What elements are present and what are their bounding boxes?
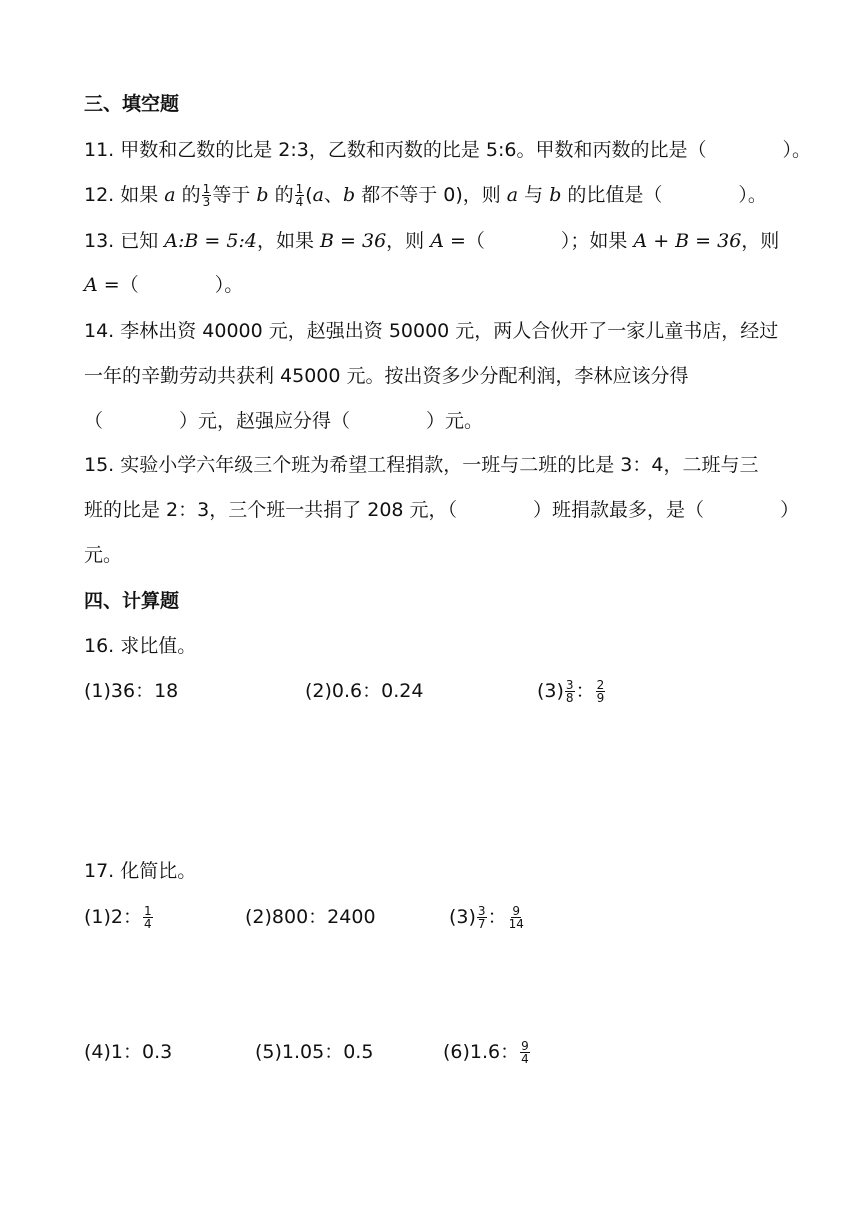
item-prefix: (3): [537, 680, 564, 702]
fraction-denominator: 14: [508, 917, 524, 931]
q12-var-a: a: [164, 184, 176, 206]
q17-item-6: [443, 1040, 531, 1065]
fraction-denominator: 4: [295, 195, 304, 209]
q12-fraction-1: [202, 183, 212, 208]
fraction-denominator: 9: [596, 691, 605, 705]
q12-var-b: b: [342, 184, 356, 206]
fraction-denominator: 7: [477, 917, 486, 931]
q12-text: (: [305, 184, 313, 206]
q12-text: 的: [268, 184, 294, 206]
section-4-title: 四、计算题: [84, 590, 180, 612]
q16-item-1: (1)36：18: [84, 680, 179, 702]
q16-item-2: (2)0.6：0.24: [305, 680, 424, 702]
q17-item-3: [449, 905, 526, 930]
q12-text: 都不等于 0)，则: [355, 184, 507, 206]
fraction: [508, 905, 525, 930]
fraction-numerator: 9: [512, 904, 521, 918]
q12-text: 12. 如果: [84, 184, 165, 206]
q12-text: 与: [518, 184, 550, 206]
question-17-title: 17. 化简比。: [84, 860, 197, 882]
fraction: [143, 905, 153, 930]
q12-text: 等于: [212, 184, 257, 206]
fraction-numerator: 3: [565, 678, 574, 692]
q12-var-a: a: [506, 184, 519, 206]
q12-var-b: b: [256, 184, 269, 206]
fraction-denominator: 4: [521, 1052, 529, 1066]
item-prefix: (6)1.6：: [443, 1041, 520, 1063]
q13-text: ，则: [386, 230, 431, 252]
ratio-colon: ：: [487, 906, 507, 928]
q13-math: A + B = 36: [633, 230, 742, 252]
question-13-line-2: [84, 273, 243, 297]
q12-var-b: b: [549, 184, 562, 206]
fraction-numerator: 2: [596, 678, 605, 692]
ratio-colon: ：: [575, 680, 595, 702]
fraction-numerator: 1: [144, 904, 152, 918]
q13-math: A =: [430, 230, 466, 252]
q13-math: A:B = 5:4: [164, 230, 257, 252]
question-15-line-1: 15. 实验小学六年级三个班为希望工程捐款，一班与二班的比是 3：4，二班与三: [84, 454, 759, 476]
question-12: [84, 183, 767, 208]
q17-item-1: [84, 905, 154, 930]
question-15-line-3: 元。: [84, 544, 123, 566]
q16-item-3: [537, 679, 606, 704]
fraction-numerator: 1: [202, 182, 211, 196]
fraction-denominator: 3: [202, 195, 211, 209]
q17-item-2: (2)800：2400: [245, 906, 376, 928]
q17-item-4: (4)1：0.3: [84, 1041, 173, 1063]
q17-item-5: (5)1.05：0.5: [255, 1041, 374, 1063]
question-11: 11. 甲数和乙数的比是 2:3，乙数和丙数的比是 5:6。甲数和丙数的比是（ ）。: [84, 139, 811, 161]
fraction-numerator: 9: [521, 1039, 529, 1053]
fraction-denominator: 4: [144, 917, 152, 931]
fraction-numerator: 1: [295, 182, 304, 196]
item-prefix: (3): [449, 906, 476, 928]
q13-text: 13. 已知: [84, 230, 165, 252]
question-16-title: 16. 求比值。: [84, 635, 197, 657]
fraction: [596, 679, 606, 704]
item-prefix: (1)2：: [84, 906, 143, 928]
q12-text: 的比值是（ ）。: [561, 184, 767, 206]
q12-fraction-2: [295, 183, 305, 208]
fraction: [477, 905, 487, 930]
q13-text: （ ）；如果: [465, 230, 634, 252]
q13-text: ，如果: [256, 230, 321, 252]
fraction: [520, 1040, 530, 1065]
q12-text: 的: [175, 184, 201, 206]
question-14-line-1: 14. 李林出资 40000 元，赵强出资 50000 元，两人合伙开了一家儿童书店，经过: [84, 320, 779, 342]
q13-math: A =: [84, 274, 120, 296]
q12-text: 、: [323, 184, 343, 206]
q13-math: B = 36: [320, 230, 387, 252]
fraction: [565, 679, 575, 704]
question-14-line-3: （ ）元，赵强应分得（ ）元。: [84, 410, 484, 432]
q13-text: （ ）。: [119, 274, 244, 296]
question-14-line-2: 一年的辛勤劳动共获利 45000 元。按出资多少分配利润，李林应该分得: [84, 365, 689, 387]
question-13-line-1: [84, 229, 779, 253]
question-15-line-2: 班的比是 2：3，三个班一共捐了 208 元，（ ）班捐款最多，是（ ）: [84, 499, 800, 521]
q12-var-a: a: [312, 184, 324, 206]
q13-text: ，则: [741, 230, 780, 252]
fraction-numerator: 3: [477, 904, 486, 918]
section-3-title: 三、填空题: [84, 93, 180, 115]
fraction-denominator: 8: [565, 691, 574, 705]
